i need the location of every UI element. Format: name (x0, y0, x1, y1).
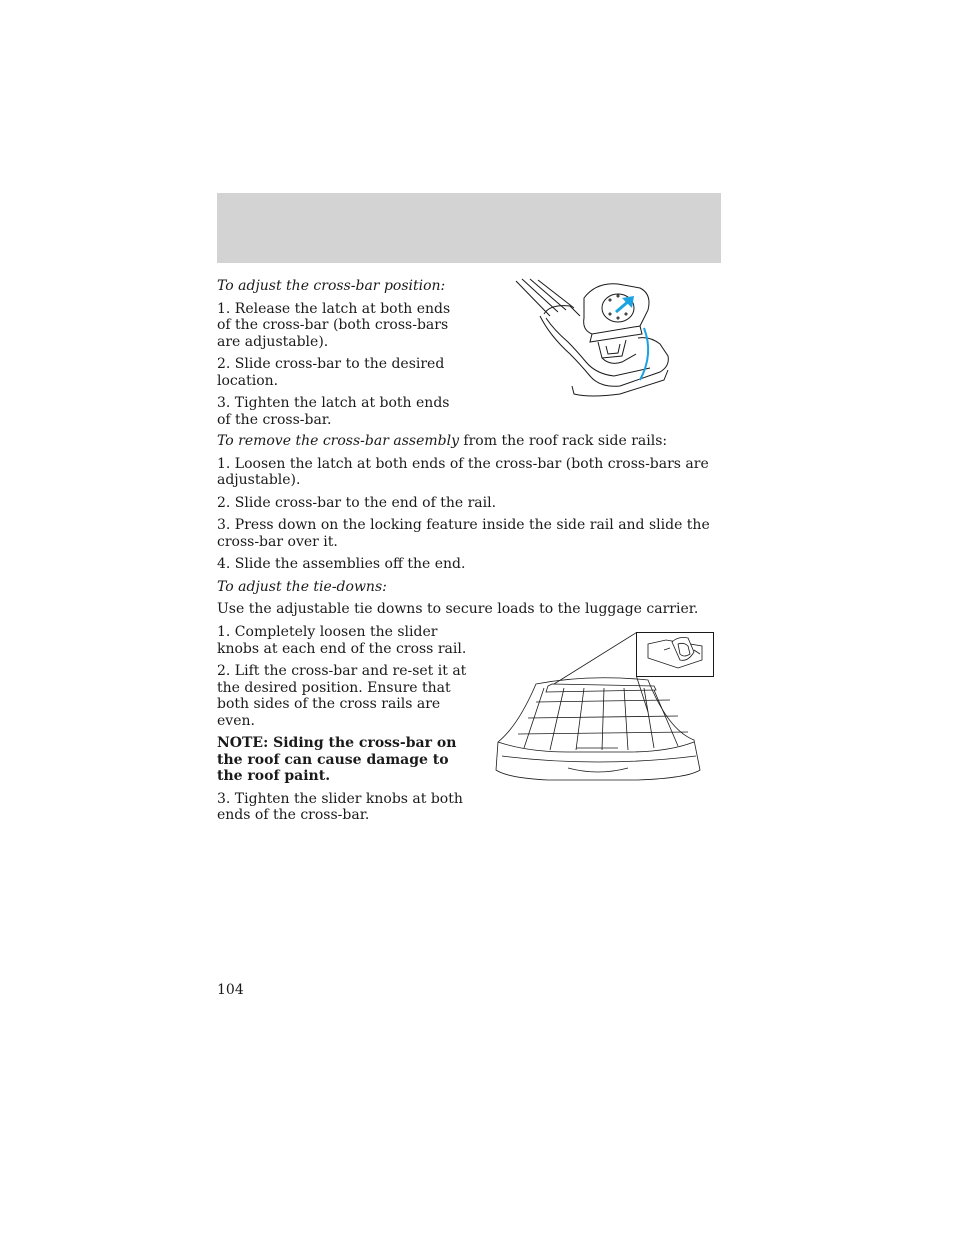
list-item: 2. Lift the cross-bar and re-set it at the desired position. Ensure that both sides of the cross rails are even. (217, 663, 467, 729)
list-item: 2. Slide cross-bar to the end of the rail. (217, 494, 497, 511)
list-item: 3. Tighten the latch at both ends of the cross-bar. (217, 395, 450, 428)
section-heading (217, 433, 721, 450)
heading-rest: from the roof rack side rails: (458, 433, 668, 449)
heading-italic: To remove the cross-bar assembly (217, 433, 459, 449)
header-band (217, 193, 721, 263)
section-adjust-crossbar (217, 278, 467, 428)
list-item: 1. Release the latch at both ends of the cross-bar (both cross-bars are adjustable). (217, 300, 451, 350)
section-heading: To adjust the tie-downs: (217, 578, 387, 595)
list-item: 4. Slide the assemblies off the end. (217, 556, 466, 572)
latch-illustration (510, 276, 690, 401)
section-remove-crossbar (217, 433, 721, 618)
roof-rack-illustration (488, 630, 716, 785)
list-item: 1. Completely loosen the slider knobs at each end of the cross rail. (217, 624, 467, 657)
page-number: 104 (217, 982, 244, 998)
list-item: 2. Slide cross-bar to the desired location. (217, 356, 445, 389)
section-tie-downs (217, 624, 467, 824)
list-item: 3. Tighten the slider knobs at both ends of the cross-bar. (217, 790, 463, 823)
list-item: 3. Press down on the locking feature inside the side rail and slide the cross-bar over it. (217, 517, 710, 550)
section-heading: To adjust the cross-bar position: (217, 278, 446, 294)
intro-text: Use the adjustable tie downs to secure loads to the luggage carrier. (217, 601, 699, 617)
note-text: NOTE: Siding the cross-bar on the roof can cause damage to the roof paint. (217, 735, 457, 784)
list-item: 1. Loosen the latch at both ends of the cross-bar (both cross-bars are adjustable). (217, 455, 709, 488)
